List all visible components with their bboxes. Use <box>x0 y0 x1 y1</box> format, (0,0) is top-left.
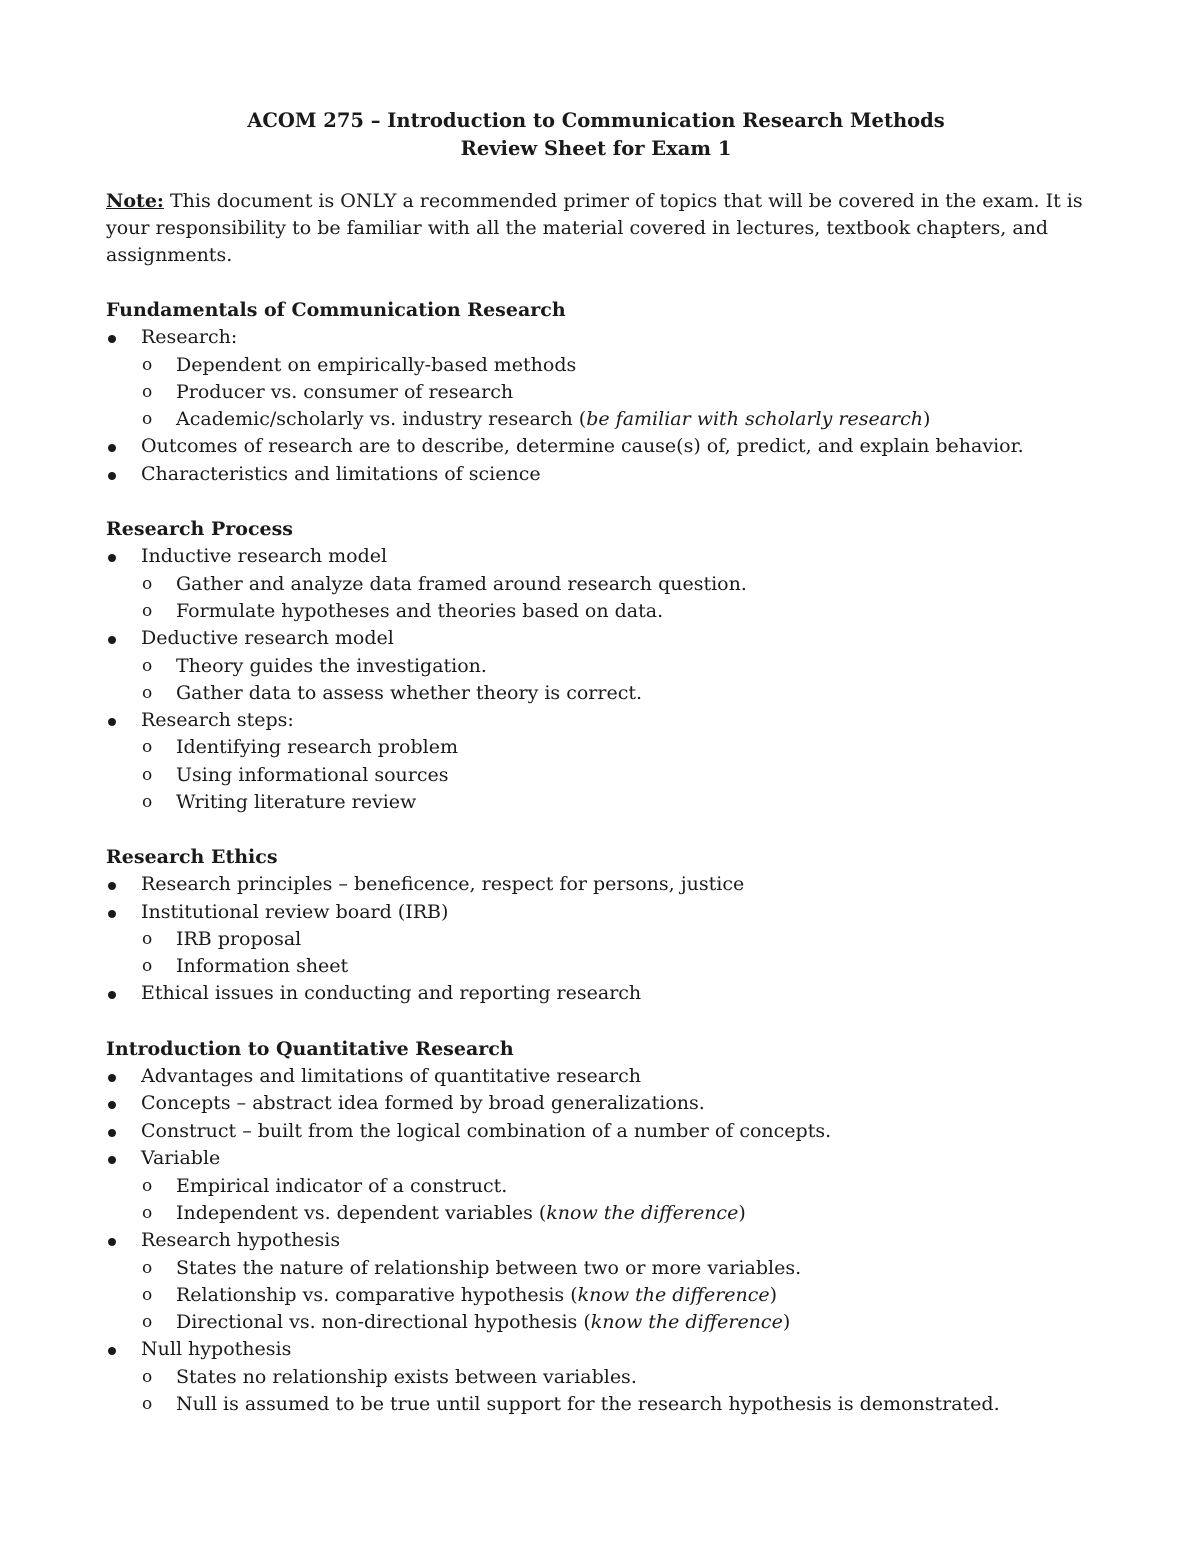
item-text: Information sheet <box>176 955 349 978</box>
item-text: Institutional review board (IRB) <box>141 900 449 923</box>
sub-list-item <box>141 734 1086 761</box>
note-text: This document is ONLY a recommended primer of topics that will be covered in the exam. It is your responsibility to be familiar with all the material covered in lectures, textbook chapters, and assignments. <box>106 190 1083 266</box>
section-heading: Research Process <box>106 518 294 541</box>
item-text: Gather and analyze data framed around research question. <box>176 572 747 595</box>
list-item <box>106 980 1086 1008</box>
hollow-bullet-icon: o <box>142 1175 153 1196</box>
hollow-bullet-icon: o <box>142 1366 153 1387</box>
item-text: States no relationship exists between variables. <box>176 1365 637 1388</box>
sub-list-item <box>141 653 1086 680</box>
sub-list-item <box>141 789 1086 816</box>
item-text: Empirical indicator of a construct. <box>176 1174 508 1197</box>
item-text: Research steps: <box>141 708 294 731</box>
list-item <box>106 1145 1086 1227</box>
item-text: Characteristics and limitations of science <box>141 462 541 485</box>
item-text: IRB proposal <box>176 928 302 951</box>
bullet-list <box>106 1063 1086 1418</box>
sub-bullet-list <box>141 734 1086 816</box>
hollow-bullet-icon: o <box>142 381 153 402</box>
bullet-dot-icon <box>108 444 116 452</box>
bullet-dot-icon <box>108 1238 116 1246</box>
item-text: Directional vs. non-directional hypothesis ( <box>176 1311 591 1334</box>
item-emphasis: be familiar with scholarly research <box>586 407 923 430</box>
hollow-bullet-icon: o <box>142 682 153 703</box>
list-item <box>106 461 1086 489</box>
item-text: Formulate hypotheses and theories based on data. <box>176 599 664 622</box>
bullet-dot-icon <box>108 882 116 890</box>
sub-list-item <box>141 406 1086 433</box>
item-text: Concepts – abstract idea formed by broad generalizations. <box>141 1092 705 1115</box>
item-emphasis: know the difference <box>546 1202 739 1225</box>
item-text: Relationship vs. comparative hypothesis ( <box>176 1284 578 1307</box>
item-text: Construct – built from the logical combination of a number of concepts. <box>141 1119 832 1142</box>
sub-list-item <box>141 926 1086 953</box>
sub-list-item <box>141 1364 1086 1391</box>
section-heading: Fundamentals of Communication Research <box>106 299 566 321</box>
bullet-dot-icon <box>108 335 116 343</box>
sub-list-item <box>141 1200 1086 1227</box>
sub-list-item <box>141 379 1086 406</box>
sub-list-item <box>141 1173 1086 1200</box>
hollow-bullet-icon: o <box>142 354 153 375</box>
item-text: Research principles – beneficence, respect for persons, justice <box>141 873 745 896</box>
item-text: Gather data to assess whether theory is correct. <box>176 681 643 704</box>
section <box>106 1035 1086 1418</box>
sub-bullet-list <box>141 1364 1086 1418</box>
section <box>106 843 1086 1008</box>
item-text-after: ) <box>782 1311 791 1334</box>
sub-bullet-list <box>141 571 1086 625</box>
hollow-bullet-icon: o <box>142 929 153 950</box>
sub-list-item <box>141 598 1086 625</box>
hollow-bullet-icon: o <box>142 600 153 621</box>
bullet-dot-icon <box>108 1101 116 1109</box>
hollow-bullet-icon: o <box>142 791 153 812</box>
sub-bullet-list <box>141 926 1086 980</box>
item-text: Independent vs. dependent variables ( <box>176 1202 547 1225</box>
hollow-bullet-icon: o <box>142 1203 153 1224</box>
sub-bullet-list <box>141 1173 1086 1227</box>
item-text-after: ) <box>738 1202 746 1225</box>
bullet-dot-icon <box>108 910 116 918</box>
list-item <box>106 899 1086 981</box>
item-emphasis: know the difference <box>577 1284 770 1307</box>
bullet-dot-icon <box>108 472 116 480</box>
item-text: Variable <box>141 1147 221 1170</box>
bullet-dot-icon <box>108 1074 116 1082</box>
hollow-bullet-icon: o <box>142 1285 153 1306</box>
item-text: Advantages and limitations of quantitative research <box>141 1064 641 1087</box>
hollow-bullet-icon: o <box>142 1257 153 1278</box>
bullet-list <box>106 324 1086 488</box>
section <box>106 296 1086 488</box>
sections-container <box>106 296 1086 1418</box>
section-heading: Research Ethics <box>106 846 278 869</box>
note-label: Note: <box>106 190 164 212</box>
document-page <box>106 107 1086 1445</box>
hollow-bullet-icon: o <box>142 737 153 758</box>
item-text: Dependent on empirically-based methods <box>176 353 577 376</box>
sub-list-item <box>141 1391 1086 1418</box>
list-item <box>106 433 1086 461</box>
list-item <box>106 625 1086 707</box>
list-item <box>106 1118 1086 1146</box>
item-text: Deductive research model <box>141 627 394 650</box>
note-paragraph <box>106 188 1086 269</box>
item-text: Identifying research problem <box>176 736 458 759</box>
hollow-bullet-icon: o <box>142 655 153 676</box>
hollow-bullet-icon: o <box>142 1394 153 1415</box>
item-text: Ethical issues in conducting and reporting research <box>141 982 642 1005</box>
list-item <box>106 1336 1086 1418</box>
title-block <box>106 107 1086 162</box>
bullet-dot-icon <box>108 1156 116 1164</box>
hollow-bullet-icon: o <box>142 573 153 594</box>
hollow-bullet-icon: o <box>142 956 153 977</box>
item-text-after: ) <box>769 1284 778 1307</box>
bullet-dot-icon <box>108 636 116 644</box>
sub-list-item <box>141 762 1086 789</box>
bullet-dot-icon <box>108 1347 116 1355</box>
item-text: Research hypothesis <box>141 1229 341 1252</box>
sub-list-item <box>141 680 1086 707</box>
list-item <box>106 1063 1086 1091</box>
item-emphasis: know the difference <box>590 1311 783 1334</box>
item-text-after: ) <box>923 407 931 430</box>
list-item <box>106 707 1086 816</box>
list-item <box>106 1090 1086 1118</box>
sub-list-item <box>141 953 1086 980</box>
bullet-dot-icon <box>108 718 116 726</box>
sub-list-item <box>141 352 1086 379</box>
document-title: ACOM 275 – Introduction to Communication Research Methods <box>247 109 945 132</box>
item-text: Research: <box>141 326 238 348</box>
item-text: Producer vs. consumer of research <box>176 380 514 403</box>
sub-list-item <box>141 571 1086 598</box>
list-item <box>106 1227 1086 1336</box>
bullet-dot-icon <box>108 1129 116 1137</box>
item-text: Inductive research model <box>141 545 388 568</box>
sub-bullet-list <box>141 653 1086 707</box>
list-item <box>106 543 1086 625</box>
hollow-bullet-icon: o <box>142 1312 153 1333</box>
sub-list-item <box>141 1282 1086 1309</box>
item-text: Outcomes of research are to describe, determine cause(s) of, predict, and explain behavior. <box>141 435 1024 458</box>
section-heading: Introduction to Quantitative Research <box>106 1037 514 1060</box>
list-item <box>106 324 1086 433</box>
sub-bullet-list <box>141 352 1086 434</box>
item-text: Using informational sources <box>176 763 449 786</box>
bullet-list <box>106 543 1086 816</box>
document-subtitle: Review Sheet for Exam 1 <box>460 136 732 160</box>
bullet-list <box>106 871 1086 1008</box>
section <box>106 515 1086 816</box>
item-text: Theory guides the investigation. <box>176 654 487 677</box>
item-text: Null hypothesis <box>141 1338 292 1361</box>
item-text: Null is assumed to be true until support for the research hypothesis is demonstrated. <box>176 1393 1000 1416</box>
item-text: Academic/scholarly vs. industry research ( <box>176 407 587 430</box>
item-text: Writing literature review <box>176 790 417 813</box>
bullet-dot-icon <box>108 991 116 999</box>
sub-list-item <box>141 1255 1086 1282</box>
hollow-bullet-icon: o <box>142 408 153 429</box>
sub-list-item <box>141 1309 1086 1336</box>
sub-bullet-list <box>141 1255 1086 1337</box>
bullet-dot-icon <box>108 554 116 562</box>
list-item <box>106 871 1086 899</box>
item-text: States the nature of relationship between two or more variables. <box>176 1256 802 1279</box>
hollow-bullet-icon: o <box>142 764 153 785</box>
